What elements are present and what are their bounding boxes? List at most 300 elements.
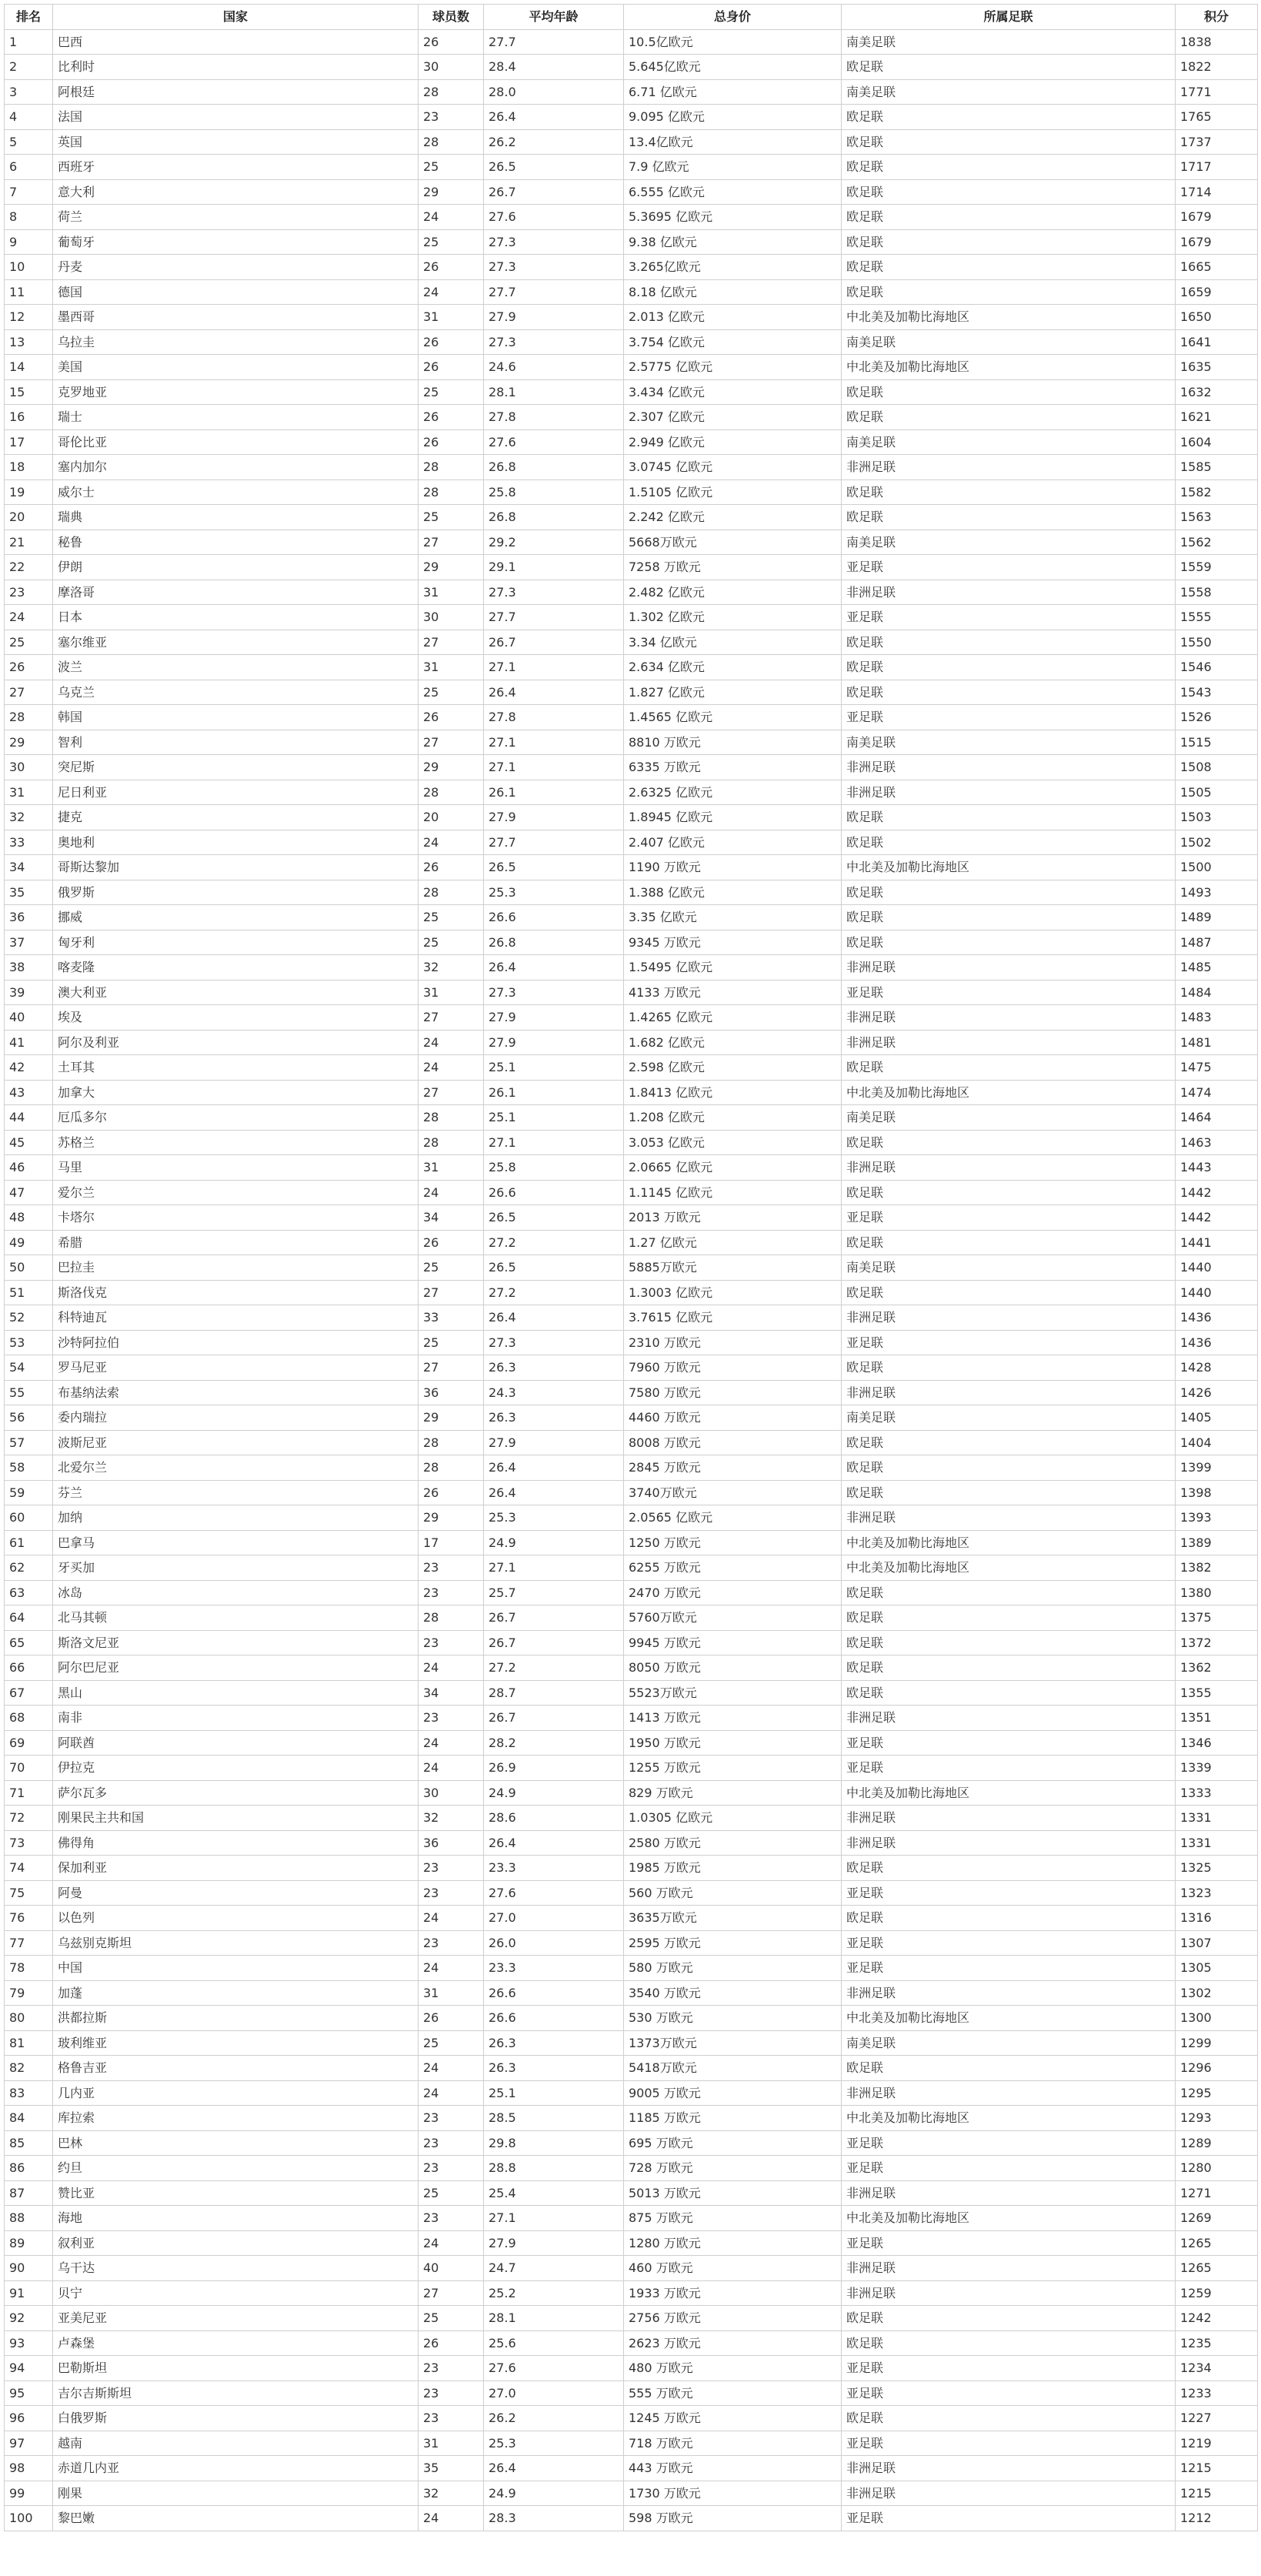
cell-points: 1393 (1176, 1505, 1258, 1531)
table-row (5, 505, 1258, 530)
cell-points: 1440 (1176, 1255, 1258, 1281)
cell-rank: 45 (5, 1130, 53, 1155)
cell-country: 瑞士 (53, 405, 419, 430)
cell-confederation: 欧足联 (842, 1605, 1176, 1631)
cell-average-age: 27.2 (484, 1230, 624, 1255)
cell-country: 保加利亚 (53, 1856, 419, 1881)
cell-players: 26 (419, 2330, 484, 2356)
cell-confederation: 欧足联 (842, 1856, 1176, 1881)
cell-average-age: 27.3 (484, 580, 624, 605)
cell-players: 23 (419, 2381, 484, 2406)
table-row (5, 1756, 1258, 1781)
cell-rank: 20 (5, 505, 53, 530)
cell-confederation: 欧足联 (842, 1480, 1176, 1505)
cell-points: 1558 (1176, 580, 1258, 605)
cell-average-age: 26.4 (484, 955, 624, 981)
cell-country: 乌克兰 (53, 680, 419, 705)
table-row (5, 2356, 1258, 2381)
cell-rank: 78 (5, 1956, 53, 1981)
table-row (5, 1505, 1258, 1531)
cell-points: 1500 (1176, 855, 1258, 880)
cell-average-age: 28.8 (484, 2156, 624, 2181)
cell-players: 34 (419, 1680, 484, 1706)
cell-rank: 49 (5, 1230, 53, 1255)
cell-average-age: 26.3 (484, 1355, 624, 1381)
cell-rank: 81 (5, 2030, 53, 2056)
cell-average-age: 26.7 (484, 1605, 624, 1631)
cell-confederation: 欧足联 (842, 129, 1176, 155)
cell-country: 罗马尼亚 (53, 1355, 419, 1381)
cell-points: 1508 (1176, 755, 1258, 780)
cell-confederation: 亚足联 (842, 2506, 1176, 2531)
cell-average-age: 27.9 (484, 805, 624, 830)
cell-average-age: 27.3 (484, 329, 624, 355)
cell-country: 克罗地亚 (53, 379, 419, 405)
table-row (5, 1830, 1258, 1856)
cell-total-value: 5013 万欧元 (624, 2180, 842, 2206)
cell-confederation: 非洲足联 (842, 2456, 1176, 2481)
cell-points: 1215 (1176, 2481, 1258, 2506)
cell-rank: 69 (5, 1730, 53, 1756)
cell-points: 1505 (1176, 780, 1258, 805)
cell-total-value: 2.013 亿欧元 (624, 305, 842, 330)
cell-country: 葡萄牙 (53, 229, 419, 255)
cell-country: 韩国 (53, 705, 419, 730)
table-row (5, 379, 1258, 405)
cell-average-age: 26.6 (484, 905, 624, 931)
cell-confederation: 欧足联 (842, 255, 1176, 280)
cell-country: 白俄罗斯 (53, 2406, 419, 2431)
cell-points: 1375 (1176, 1605, 1258, 1631)
cell-rank: 43 (5, 1080, 53, 1105)
cell-points: 1382 (1176, 1555, 1258, 1581)
cell-confederation: 欧足联 (842, 1430, 1176, 1455)
cell-total-value: 530 万欧元 (624, 2006, 842, 2031)
cell-country: 北爱尔兰 (53, 1455, 419, 1481)
cell-total-value: 2580 万欧元 (624, 1830, 842, 1856)
column-header-country: 国家 (53, 5, 419, 30)
cell-players: 23 (419, 1880, 484, 1906)
cell-country: 洪都拉斯 (53, 2006, 419, 2031)
cell-players: 26 (419, 355, 484, 380)
cell-rank: 61 (5, 1530, 53, 1555)
table-row (5, 705, 1258, 730)
cell-rank: 52 (5, 1305, 53, 1331)
cell-average-age: 24.6 (484, 355, 624, 380)
cell-total-value: 9.38 亿欧元 (624, 229, 842, 255)
cell-points: 1398 (1176, 1480, 1258, 1505)
cell-average-age: 28.6 (484, 1806, 624, 1831)
cell-rank: 46 (5, 1155, 53, 1181)
cell-total-value: 2.634 亿欧元 (624, 655, 842, 680)
cell-rank: 6 (5, 155, 53, 180)
cell-points: 1559 (1176, 555, 1258, 580)
cell-rank: 28 (5, 705, 53, 730)
cell-country: 秘鲁 (53, 530, 419, 555)
cell-players: 30 (419, 1780, 484, 1806)
column-header-total-value: 总身价 (624, 5, 842, 30)
cell-players: 26 (419, 855, 484, 880)
cell-total-value: 2.0665 亿欧元 (624, 1155, 842, 1181)
cell-total-value: 9945 万欧元 (624, 1630, 842, 1656)
cell-country: 澳大利亚 (53, 980, 419, 1005)
cell-confederation: 非洲足联 (842, 1980, 1176, 2006)
cell-country: 斯洛伐克 (53, 1280, 419, 1305)
cell-confederation: 亚足联 (842, 605, 1176, 630)
cell-players: 23 (419, 1630, 484, 1656)
cell-average-age: 24.7 (484, 2256, 624, 2281)
cell-confederation: 欧足联 (842, 505, 1176, 530)
cell-players: 24 (419, 2230, 484, 2256)
cell-rank: 76 (5, 1906, 53, 1931)
cell-total-value: 7580 万欧元 (624, 1380, 842, 1405)
cell-confederation: 非洲足联 (842, 2481, 1176, 2506)
cell-country: 美国 (53, 355, 419, 380)
cell-average-age: 26.1 (484, 780, 624, 805)
table-row (5, 2156, 1258, 2181)
cell-total-value: 5523万欧元 (624, 1680, 842, 1706)
table-row (5, 479, 1258, 505)
cell-average-age: 27.3 (484, 229, 624, 255)
cell-confederation: 南美足联 (842, 429, 1176, 455)
cell-rank: 98 (5, 2456, 53, 2481)
cell-confederation: 欧足联 (842, 105, 1176, 130)
cell-country: 阿联酋 (53, 1730, 419, 1756)
cell-country: 沙特阿拉伯 (53, 1330, 419, 1355)
table-row (5, 830, 1258, 855)
cell-confederation: 非洲足联 (842, 1305, 1176, 1331)
cell-country: 贝宁 (53, 2280, 419, 2306)
cell-total-value: 2.482 亿欧元 (624, 580, 842, 605)
cell-confederation: 欧足联 (842, 930, 1176, 955)
cell-country: 玻利维亚 (53, 2030, 419, 2056)
cell-confederation: 亚足联 (842, 980, 1176, 1005)
cell-confederation: 中北美及加勒比海地区 (842, 1530, 1176, 1555)
table-row (5, 1330, 1258, 1355)
cell-players: 24 (419, 1030, 484, 1055)
cell-players: 25 (419, 905, 484, 931)
cell-players: 28 (419, 1430, 484, 1455)
table-row (5, 1305, 1258, 1331)
cell-rank: 26 (5, 655, 53, 680)
cell-players: 25 (419, 2306, 484, 2331)
table-row (5, 2230, 1258, 2256)
cell-average-age: 27.3 (484, 980, 624, 1005)
cell-average-age: 27.6 (484, 1880, 624, 1906)
cell-confederation: 非洲足联 (842, 2080, 1176, 2106)
cell-points: 1316 (1176, 1906, 1258, 1931)
cell-points: 1305 (1176, 1956, 1258, 1981)
cell-total-value: 3740万欧元 (624, 1480, 842, 1505)
cell-players: 31 (419, 1980, 484, 2006)
cell-players: 24 (419, 279, 484, 305)
cell-average-age: 26.7 (484, 179, 624, 205)
cell-rank: 35 (5, 880, 53, 905)
cell-players: 25 (419, 2030, 484, 2056)
cell-total-value: 460 万欧元 (624, 2256, 842, 2281)
cell-points: 1333 (1176, 1780, 1258, 1806)
cell-confederation: 欧足联 (842, 880, 1176, 905)
cell-country: 几内亚 (53, 2080, 419, 2106)
cell-players: 26 (419, 405, 484, 430)
table-row (5, 355, 1258, 380)
cell-rank: 16 (5, 405, 53, 430)
cell-points: 1484 (1176, 980, 1258, 1005)
cell-average-age: 27.7 (484, 279, 624, 305)
cell-average-age: 28.1 (484, 379, 624, 405)
table-row (5, 1680, 1258, 1706)
cell-average-age: 27.0 (484, 2381, 624, 2406)
cell-points: 1289 (1176, 2130, 1258, 2156)
cell-rank: 24 (5, 605, 53, 630)
cell-rank: 19 (5, 479, 53, 505)
cell-rank: 59 (5, 1480, 53, 1505)
cell-points: 1621 (1176, 405, 1258, 430)
cell-confederation: 欧足联 (842, 630, 1176, 655)
cell-average-age: 27.9 (484, 1030, 624, 1055)
table-row (5, 1856, 1258, 1881)
cell-country: 海地 (53, 2206, 419, 2231)
cell-country: 布基纳法索 (53, 1380, 419, 1405)
cell-confederation: 欧足联 (842, 479, 1176, 505)
table-row (5, 1005, 1258, 1031)
table-row (5, 855, 1258, 880)
cell-country: 巴西 (53, 29, 419, 55)
cell-average-age: 25.7 (484, 1580, 624, 1605)
cell-players: 28 (419, 880, 484, 905)
cell-total-value: 2.242 亿欧元 (624, 505, 842, 530)
table-row (5, 2381, 1258, 2406)
cell-confederation: 欧足联 (842, 1656, 1176, 1681)
cell-players: 28 (419, 780, 484, 805)
cell-total-value: 5668万欧元 (624, 530, 842, 555)
cell-country: 巴林 (53, 2130, 419, 2156)
cell-rank: 33 (5, 830, 53, 855)
cell-players: 27 (419, 1355, 484, 1381)
cell-country: 奥地利 (53, 830, 419, 855)
cell-average-age: 24.9 (484, 1780, 624, 1806)
table-row (5, 1430, 1258, 1455)
cell-rank: 40 (5, 1005, 53, 1031)
cell-total-value: 3.35 亿欧元 (624, 905, 842, 931)
cell-rank: 41 (5, 1030, 53, 1055)
cell-average-age: 27.7 (484, 605, 624, 630)
cell-points: 1362 (1176, 1656, 1258, 1681)
cell-average-age: 27.7 (484, 830, 624, 855)
table-row (5, 1480, 1258, 1505)
cell-rank: 12 (5, 305, 53, 330)
cell-points: 1485 (1176, 955, 1258, 981)
cell-rank: 89 (5, 2230, 53, 2256)
table-row (5, 1255, 1258, 1281)
cell-country: 威尔士 (53, 479, 419, 505)
table-row (5, 730, 1258, 755)
cell-points: 1307 (1176, 1930, 1258, 1956)
table-row (5, 2506, 1258, 2531)
table-row (5, 880, 1258, 905)
cell-country: 西班牙 (53, 155, 419, 180)
cell-total-value: 2845 万欧元 (624, 1455, 842, 1481)
cell-country: 智利 (53, 730, 419, 755)
cell-country: 中国 (53, 1956, 419, 1981)
cell-rank: 7 (5, 179, 53, 205)
cell-total-value: 6255 万欧元 (624, 1555, 842, 1581)
cell-rank: 47 (5, 1180, 53, 1205)
cell-total-value: 1985 万欧元 (624, 1856, 842, 1881)
cell-players: 25 (419, 680, 484, 705)
cell-points: 1302 (1176, 1980, 1258, 2006)
cell-points: 1487 (1176, 930, 1258, 955)
cell-rank: 8 (5, 205, 53, 230)
cell-average-age: 26.5 (484, 855, 624, 880)
cell-players: 36 (419, 1830, 484, 1856)
cell-average-age: 27.6 (484, 429, 624, 455)
table-row (5, 1030, 1258, 1055)
cell-average-age: 27.9 (484, 305, 624, 330)
cell-confederation: 欧足联 (842, 2406, 1176, 2431)
cell-average-age: 26.3 (484, 2030, 624, 2056)
cell-points: 1502 (1176, 830, 1258, 855)
cell-average-age: 26.4 (484, 2456, 624, 2481)
cell-average-age: 24.9 (484, 1530, 624, 1555)
cell-points: 1555 (1176, 605, 1258, 630)
cell-average-age: 25.6 (484, 2330, 624, 2356)
cell-players: 26 (419, 1480, 484, 1505)
cell-players: 24 (419, 1055, 484, 1081)
cell-rank: 93 (5, 2330, 53, 2356)
cell-players: 26 (419, 2006, 484, 2031)
cell-points: 1481 (1176, 1030, 1258, 1055)
cell-rank: 97 (5, 2431, 53, 2456)
cell-players: 23 (419, 1555, 484, 1581)
cell-confederation: 非洲足联 (842, 580, 1176, 605)
cell-players: 20 (419, 805, 484, 830)
cell-country: 比利时 (53, 55, 419, 80)
cell-points: 1822 (1176, 55, 1258, 80)
cell-total-value: 1.4565 亿欧元 (624, 705, 842, 730)
table-row (5, 1906, 1258, 1931)
cell-confederation: 非洲足联 (842, 1706, 1176, 1731)
cell-points: 1550 (1176, 630, 1258, 655)
cell-players: 31 (419, 2431, 484, 2456)
cell-average-age: 25.1 (484, 2080, 624, 2106)
cell-rank: 48 (5, 1205, 53, 1231)
cell-country: 约旦 (53, 2156, 419, 2181)
cell-average-age: 27.2 (484, 1656, 624, 1681)
cell-confederation: 欧足联 (842, 1906, 1176, 1931)
cell-total-value: 5760万欧元 (624, 1605, 842, 1631)
cell-total-value: 1413 万欧元 (624, 1706, 842, 1731)
cell-average-age: 26.0 (484, 1930, 624, 1956)
cell-confederation: 非洲足联 (842, 2280, 1176, 2306)
cell-points: 1265 (1176, 2230, 1258, 2256)
cell-total-value: 1.208 亿欧元 (624, 1105, 842, 1131)
cell-total-value: 8008 万欧元 (624, 1430, 842, 1455)
table-row (5, 1956, 1258, 1981)
cell-country: 伊拉克 (53, 1756, 419, 1781)
cell-country: 芬兰 (53, 1480, 419, 1505)
cell-points: 1265 (1176, 2256, 1258, 2281)
cell-average-age: 27.3 (484, 255, 624, 280)
cell-confederation: 欧足联 (842, 1580, 1176, 1605)
cell-average-age: 26.4 (484, 1480, 624, 1505)
cell-players: 26 (419, 705, 484, 730)
cell-total-value: 6.555 亿欧元 (624, 179, 842, 205)
cell-country: 库拉索 (53, 2106, 419, 2131)
cell-total-value: 1185 万欧元 (624, 2106, 842, 2131)
cell-country: 埃及 (53, 1005, 419, 1031)
cell-country: 厄瓜多尔 (53, 1105, 419, 1131)
cell-total-value: 1190 万欧元 (624, 855, 842, 880)
cell-players: 28 (419, 1455, 484, 1481)
table-row (5, 205, 1258, 230)
cell-average-age: 28.7 (484, 1680, 624, 1706)
cell-average-age: 27.1 (484, 755, 624, 780)
cell-points: 1475 (1176, 1055, 1258, 1081)
table-row (5, 1180, 1258, 1205)
cell-players: 24 (419, 1180, 484, 1205)
cell-players: 27 (419, 2280, 484, 2306)
cell-total-value: 8050 万欧元 (624, 1656, 842, 1681)
cell-players: 27 (419, 1280, 484, 1305)
cell-players: 23 (419, 2406, 484, 2431)
cell-average-age: 23.3 (484, 1856, 624, 1881)
cell-average-age: 25.8 (484, 479, 624, 505)
cell-points: 1351 (1176, 1706, 1258, 1731)
cell-total-value: 3.754 亿欧元 (624, 329, 842, 355)
cell-points: 1399 (1176, 1455, 1258, 1481)
cell-rank: 70 (5, 1756, 53, 1781)
cell-confederation: 欧足联 (842, 2330, 1176, 2356)
cell-points: 1771 (1176, 79, 1258, 105)
table-row (5, 255, 1258, 280)
cell-total-value: 2.949 亿欧元 (624, 429, 842, 455)
cell-country: 阿曼 (53, 1880, 419, 1906)
cell-total-value: 1.27 亿欧元 (624, 1230, 842, 1255)
cell-total-value: 7258 万欧元 (624, 555, 842, 580)
cell-players: 31 (419, 655, 484, 680)
cell-confederation: 南美足联 (842, 730, 1176, 755)
cell-country: 丹麦 (53, 255, 419, 280)
column-header-rank: 排名 (5, 5, 53, 30)
cell-country: 英国 (53, 129, 419, 155)
table-row (5, 1530, 1258, 1555)
table-row (5, 930, 1258, 955)
cell-average-age: 26.9 (484, 1756, 624, 1781)
cell-average-age: 26.4 (484, 105, 624, 130)
cell-total-value: 1.0305 亿欧元 (624, 1806, 842, 1831)
cell-players: 40 (419, 2256, 484, 2281)
cell-confederation: 南美足联 (842, 2030, 1176, 2056)
cell-total-value: 9345 万欧元 (624, 930, 842, 955)
cell-country: 尼日利亚 (53, 780, 419, 805)
table-row (5, 1055, 1258, 1081)
cell-confederation: 欧足联 (842, 680, 1176, 705)
cell-country: 波斯尼亚 (53, 1430, 419, 1455)
cell-rank: 77 (5, 1930, 53, 1956)
table-row (5, 405, 1258, 430)
cell-points: 1426 (1176, 1380, 1258, 1405)
cell-players: 23 (419, 105, 484, 130)
cell-points: 1493 (1176, 880, 1258, 905)
cell-country: 塞内加尔 (53, 455, 419, 480)
cell-players: 25 (419, 1330, 484, 1355)
cell-average-age: 25.2 (484, 2280, 624, 2306)
cell-confederation: 中北美及加勒比海地区 (842, 855, 1176, 880)
cell-points: 1269 (1176, 2206, 1258, 2231)
cell-players: 31 (419, 1155, 484, 1181)
cell-rank: 66 (5, 1656, 53, 1681)
